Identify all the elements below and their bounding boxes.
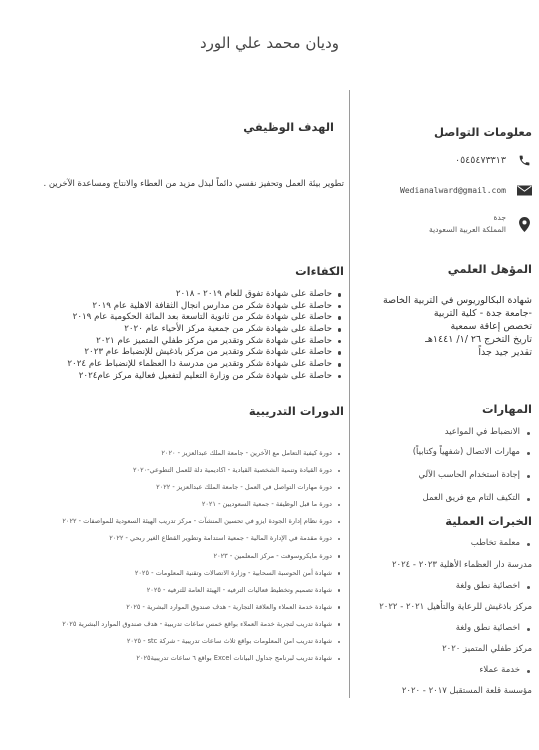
competency-item: حاصلة على شهادة تفوق للعام ٢٠١٩ - ٢٠١٨: [8, 289, 344, 301]
experience-item: اخصائية نطق ولغة: [360, 581, 532, 602]
course-item: دورة ما قبل الوظيفة - جمعية السعوديين - ٢٠٢١: [8, 496, 344, 513]
experience-list: [360, 538, 532, 707]
address-country: المملكة العربية السعودية: [429, 225, 506, 234]
email-row: [360, 182, 532, 198]
experience-item: خدمة عملاء: [360, 665, 532, 686]
course-item: شهادة تدريب امن المعلومات بواقع ثلاث ساعات تدريبية - شركة stc - ٢٠٢٥: [8, 633, 344, 650]
course-item: دورة مايكروسوفت - مركز المعلمين - ٢٠٢٣: [8, 548, 344, 565]
skill-item: التكيف التام مع فريق العمل: [360, 493, 532, 513]
courses-list: [8, 445, 344, 667]
education-line: تاريخ التخرج ٢٦ /١/ ١٤٤١هـ: [425, 334, 532, 345]
phone-icon: [516, 152, 532, 168]
address: [429, 212, 506, 236]
experience-item: معلمة تخاطب: [360, 538, 532, 560]
course-item: شهادة تدريب لبرنامج جداول البيانات Excel بواقع ٦ ساعات تدريبية٢٠٢٥: [8, 650, 344, 667]
competencies-heading: الكفاءات: [295, 264, 344, 278]
column-divider: [349, 90, 350, 698]
envelope-icon: [516, 182, 532, 198]
objective-text: تطوير بيئة العمل وتحفيز نفسي دائماً لبذل مزيد من العطاء والانتاج ومساعدة الآخرين .: [43, 179, 344, 189]
phone-row: [360, 152, 532, 168]
phone-number: ٠٥٤٥٤٧٣٣١٣: [454, 154, 506, 166]
competency-item: حاصلة على شهادة شكر من مدارس انجال الثقافة الاهلية عام ٢٠١٩: [8, 301, 344, 313]
competency-item: حاصلة على شهادة شكر وتقدير من مدرسة دا العظماء للإنضباط عام ٢٠٢٤: [8, 359, 344, 371]
course-item: دورة مهارات التواصل في العمل - جامعة الملك عبدالعزيز - ٢٠٢٢: [8, 479, 344, 496]
education-line: -جامعة جدة - كلية التربية: [433, 308, 532, 319]
experience-item: مؤسسة قلعة المستقبل ٢٠١٧ - ٢٠٢٠: [401, 686, 532, 696]
education-line: تخصص إعاقة سمعية: [450, 321, 532, 332]
education-line: تقدير جيد جداً: [478, 347, 532, 358]
course-item: شهادة تدريب لتجربة خدمة العملاء بواقع خمس ساعات تدريبية - هدف صندوق الموارد البشرية ٢٠٢٥: [8, 616, 344, 633]
email-address[interactable]: Wedianalward@gmail.com: [400, 185, 506, 195]
course-item: دورة مقدمة في الإدارة المالية - جمعية استدامة وتطوير القطاع الغير ربحي - ٢٠٢٢: [8, 530, 344, 547]
experience-item: مدرسة دار العظماء الأهلية ٢٠٢٣ - ٢٠٢٤: [391, 560, 532, 570]
address-city: جدة: [493, 213, 506, 222]
course-item: شهادة تصميم وتخطيط فعاليات الترفيه - الهيئة العامة للترفيه - ٢٠٢٥: [8, 582, 344, 599]
experience-item: مركز طفلي المتميز ٢٠٢٠: [442, 644, 532, 654]
competency-item: حاصلة على شهادة شكر وتقدير من مركز باذغيش للإنضباط عام ٢٠٢٣: [8, 347, 344, 359]
skills-list: [360, 427, 532, 513]
skill-item: مهارات الاتصال (شفهياً وكتابياً): [360, 447, 532, 470]
skills-heading: المهارات: [482, 402, 532, 416]
location-pin-icon: [516, 216, 532, 232]
course-item: شهادة أمن الحوسبة السحابية - وزارة الاتصالات وتقنية المعلومات - ٢٠٢٥: [8, 565, 344, 582]
applicant-name: وديان محمد علي الورد: [199, 34, 340, 52]
course-item: دورة القيادة وتنمية الشخصية القيادية - اكاديمية دلة للعمل التطوعي-٢٠٢٠: [8, 462, 344, 479]
objective-heading: الهدف الوظيفي: [243, 120, 334, 134]
competency-item: حاصلة على شهادة شكر من ثانوية التاسعة بعد المائة الحكومية عام ٢٠١٩: [8, 312, 344, 324]
competency-item: حاصلة على شهادة شكر من جمعية مركز الأحياء عام ٢٠٢٠: [8, 324, 344, 336]
competencies-list: [8, 289, 344, 383]
contact-heading: معلومات التواصل: [434, 125, 532, 139]
address-row: [360, 212, 532, 236]
course-item: شهادة خدمة العملاء والعلاقة التجارية - هدف صندوق الموارد البشرية - ٢٠٢٥: [8, 599, 344, 616]
course-item: دورة كيفية التعامل مع الآخرين - جامعة الملك عبدالعزيز - ٢٠٢٠: [8, 445, 344, 462]
course-item: دورة نظام إدارة الجودة ايزو في تحسين المنشآت - مركز تدريب الهيئة السعودية للمواصفات - ٢٠٢٢: [8, 513, 344, 530]
experience-item: اخصائية نطق ولغة: [360, 623, 532, 644]
competency-item: حاصلة على شهادة شكر وتقدير من مركز طفلي المتميز عام ٢٠٢١: [8, 336, 344, 348]
courses-heading: الدورات التدريبية: [248, 404, 344, 418]
education-details: [360, 294, 532, 359]
experience-heading: الخبرات العملية: [445, 514, 532, 528]
education-line: شهادة البكالوريوس في التربية الخاصة: [382, 295, 532, 306]
experience-item: مركز باذغيش للرعاية والتأهيل ٢٠٢١ - ٢٠٢٢: [379, 602, 532, 612]
education-heading: المؤهل العلمي: [447, 262, 532, 276]
competency-item: حاصلة على شهادة شكر من وزارة التعليم لتفعيل فعالية مركز عام٢٠٢٤: [8, 371, 344, 383]
skill-item: إجادة استخدام الحاسب الآلي: [360, 470, 532, 493]
skill-item: الانضباط في المواعيد: [360, 427, 532, 447]
